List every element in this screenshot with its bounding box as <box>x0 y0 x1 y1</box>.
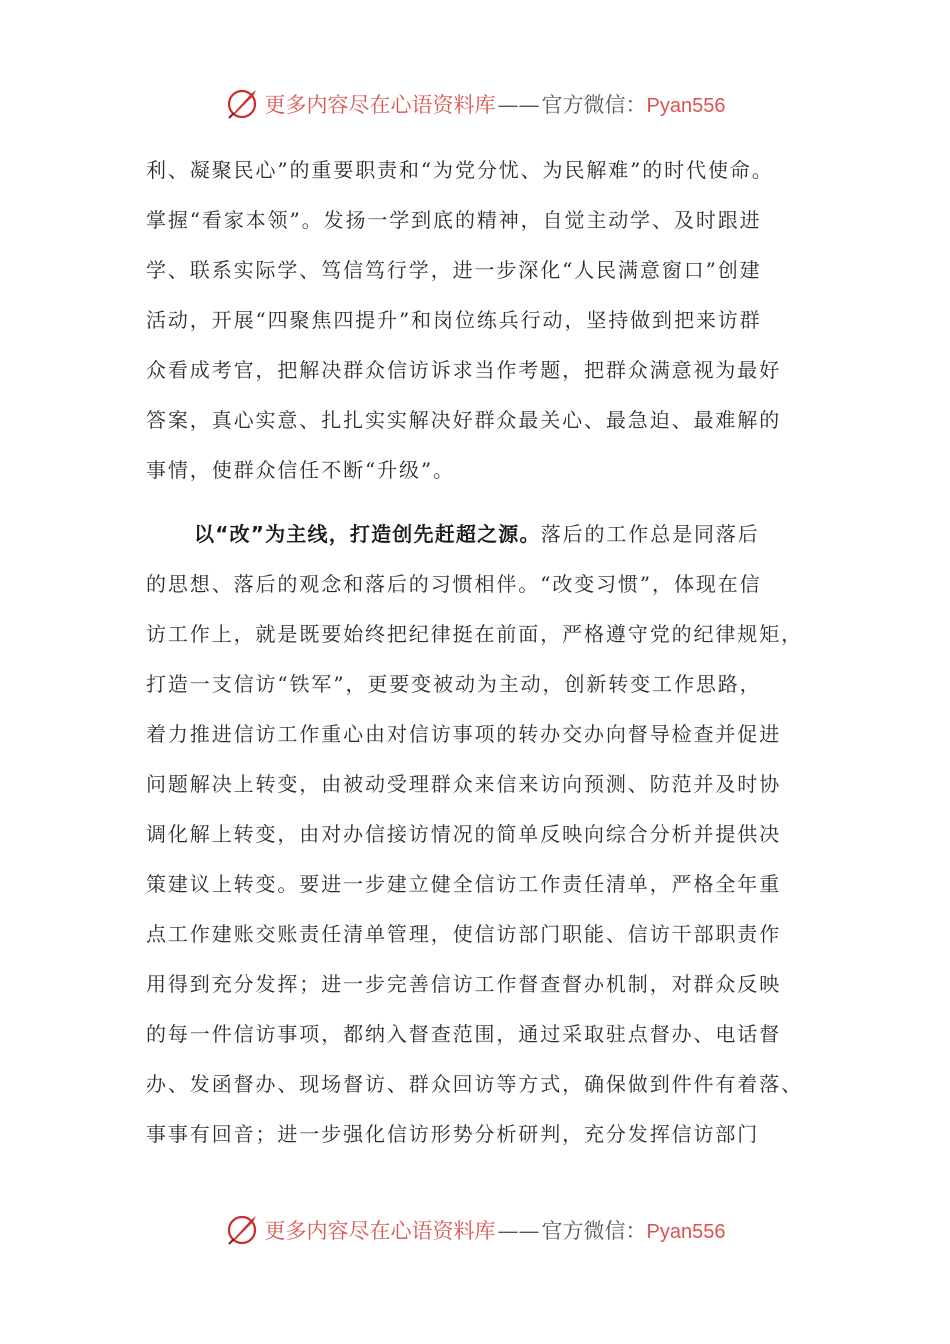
text-line: 调化解上转变，由对办信接访情况的简单反映向综合分析并提供决 <box>146 822 782 846</box>
text-line: 打造一支信访“铁军”，更要变被动为主动，创新转变工作思路， <box>146 672 762 696</box>
quill-logo-icon <box>225 1212 261 1248</box>
text-line: 访工作上，就是既要始终把纪律挺在前面，严格遵守党的纪律规矩， <box>146 622 803 646</box>
quill-logo-icon <box>225 86 261 122</box>
paragraph-gap <box>146 495 808 509</box>
section-heading: 以“改”为主线，打造创先赶超之源。 <box>194 522 541 546</box>
banner-dash: —— <box>497 1219 540 1243</box>
banner-dash: —— <box>497 93 540 117</box>
text-line: 问题解决上转变，由被动受理群众来信来访向预测、防范并及时协 <box>146 772 782 796</box>
text-line: 的每一件信访事项，都纳入督查范围，通过采取驻点督办、电话督 <box>146 1022 782 1046</box>
text-line: 利、凝聚民心”的重要职责和“为党分忧、为民解难”的时代使命。 <box>146 158 774 182</box>
text-line: 掌握“看家本领”。发扬一学到底的精神，自觉主动学、及时跟进 <box>146 208 762 232</box>
heading-line-rest: 落后的工作总是同落后 <box>540 522 760 546</box>
banner-main-text: 更多内容尽在心语资料库 <box>264 93 496 117</box>
banner-wechat-id: Pyan556 <box>646 95 726 117</box>
document-body <box>146 145 808 1159</box>
footer-banner <box>0 1210 950 1250</box>
banner-wechat-id: Pyan556 <box>646 1221 726 1243</box>
banner-main-text: 更多内容尽在心语资料库 <box>264 1219 496 1243</box>
text-line: 用得到充分发挥；进一步完善信访工作督查督办机制，对群众反映 <box>146 972 782 996</box>
text-line: 学、联系实际学、笃信笃行学，进一步深化“人民满意窗口”创建 <box>146 258 762 282</box>
banner-wechat-label: 官方微信： <box>541 1219 647 1243</box>
text-line: 答案，真心实意、扎扎实实解决好群众最关心、最急迫、最难解的 <box>146 408 782 432</box>
text-line: 办、发函督办、现场督访、群众回访等方式，确保做到件件有着落、 <box>146 1072 803 1096</box>
text-line: 点工作建账交账责任清单管理，使信访部门职能、信访干部职责作 <box>146 922 782 946</box>
text-line: 的思想、落后的观念和落后的习惯相伴。“改变习惯”，体现在信 <box>146 572 762 596</box>
paragraph-1 <box>146 145 808 495</box>
text-line: 事情，使群众信任不断“升级”。 <box>146 458 455 482</box>
text-line: 事事有回音；进一步强化信访形势分析研判，充分发挥信访部门 <box>146 1122 760 1146</box>
paragraph-2 <box>146 509 808 1159</box>
banner-wechat-label: 官方微信： <box>541 93 647 117</box>
text-line <box>146 509 808 559</box>
header-banner <box>0 84 950 124</box>
text-line: 策建议上转变。要进一步建立健全信访工作责任清单，严格全年重 <box>146 872 782 896</box>
text-line: 活动，开展“四聚焦四提升”和岗位练兵行动，坚持做到把来访群 <box>146 308 762 332</box>
text-line: 众看成考官，把解决群众信访诉求当作考题，把群众满意视为最好 <box>146 358 782 382</box>
text-line: 着力推进信访工作重心由对信访事项的转办交办向督导检查并促进 <box>146 722 782 746</box>
